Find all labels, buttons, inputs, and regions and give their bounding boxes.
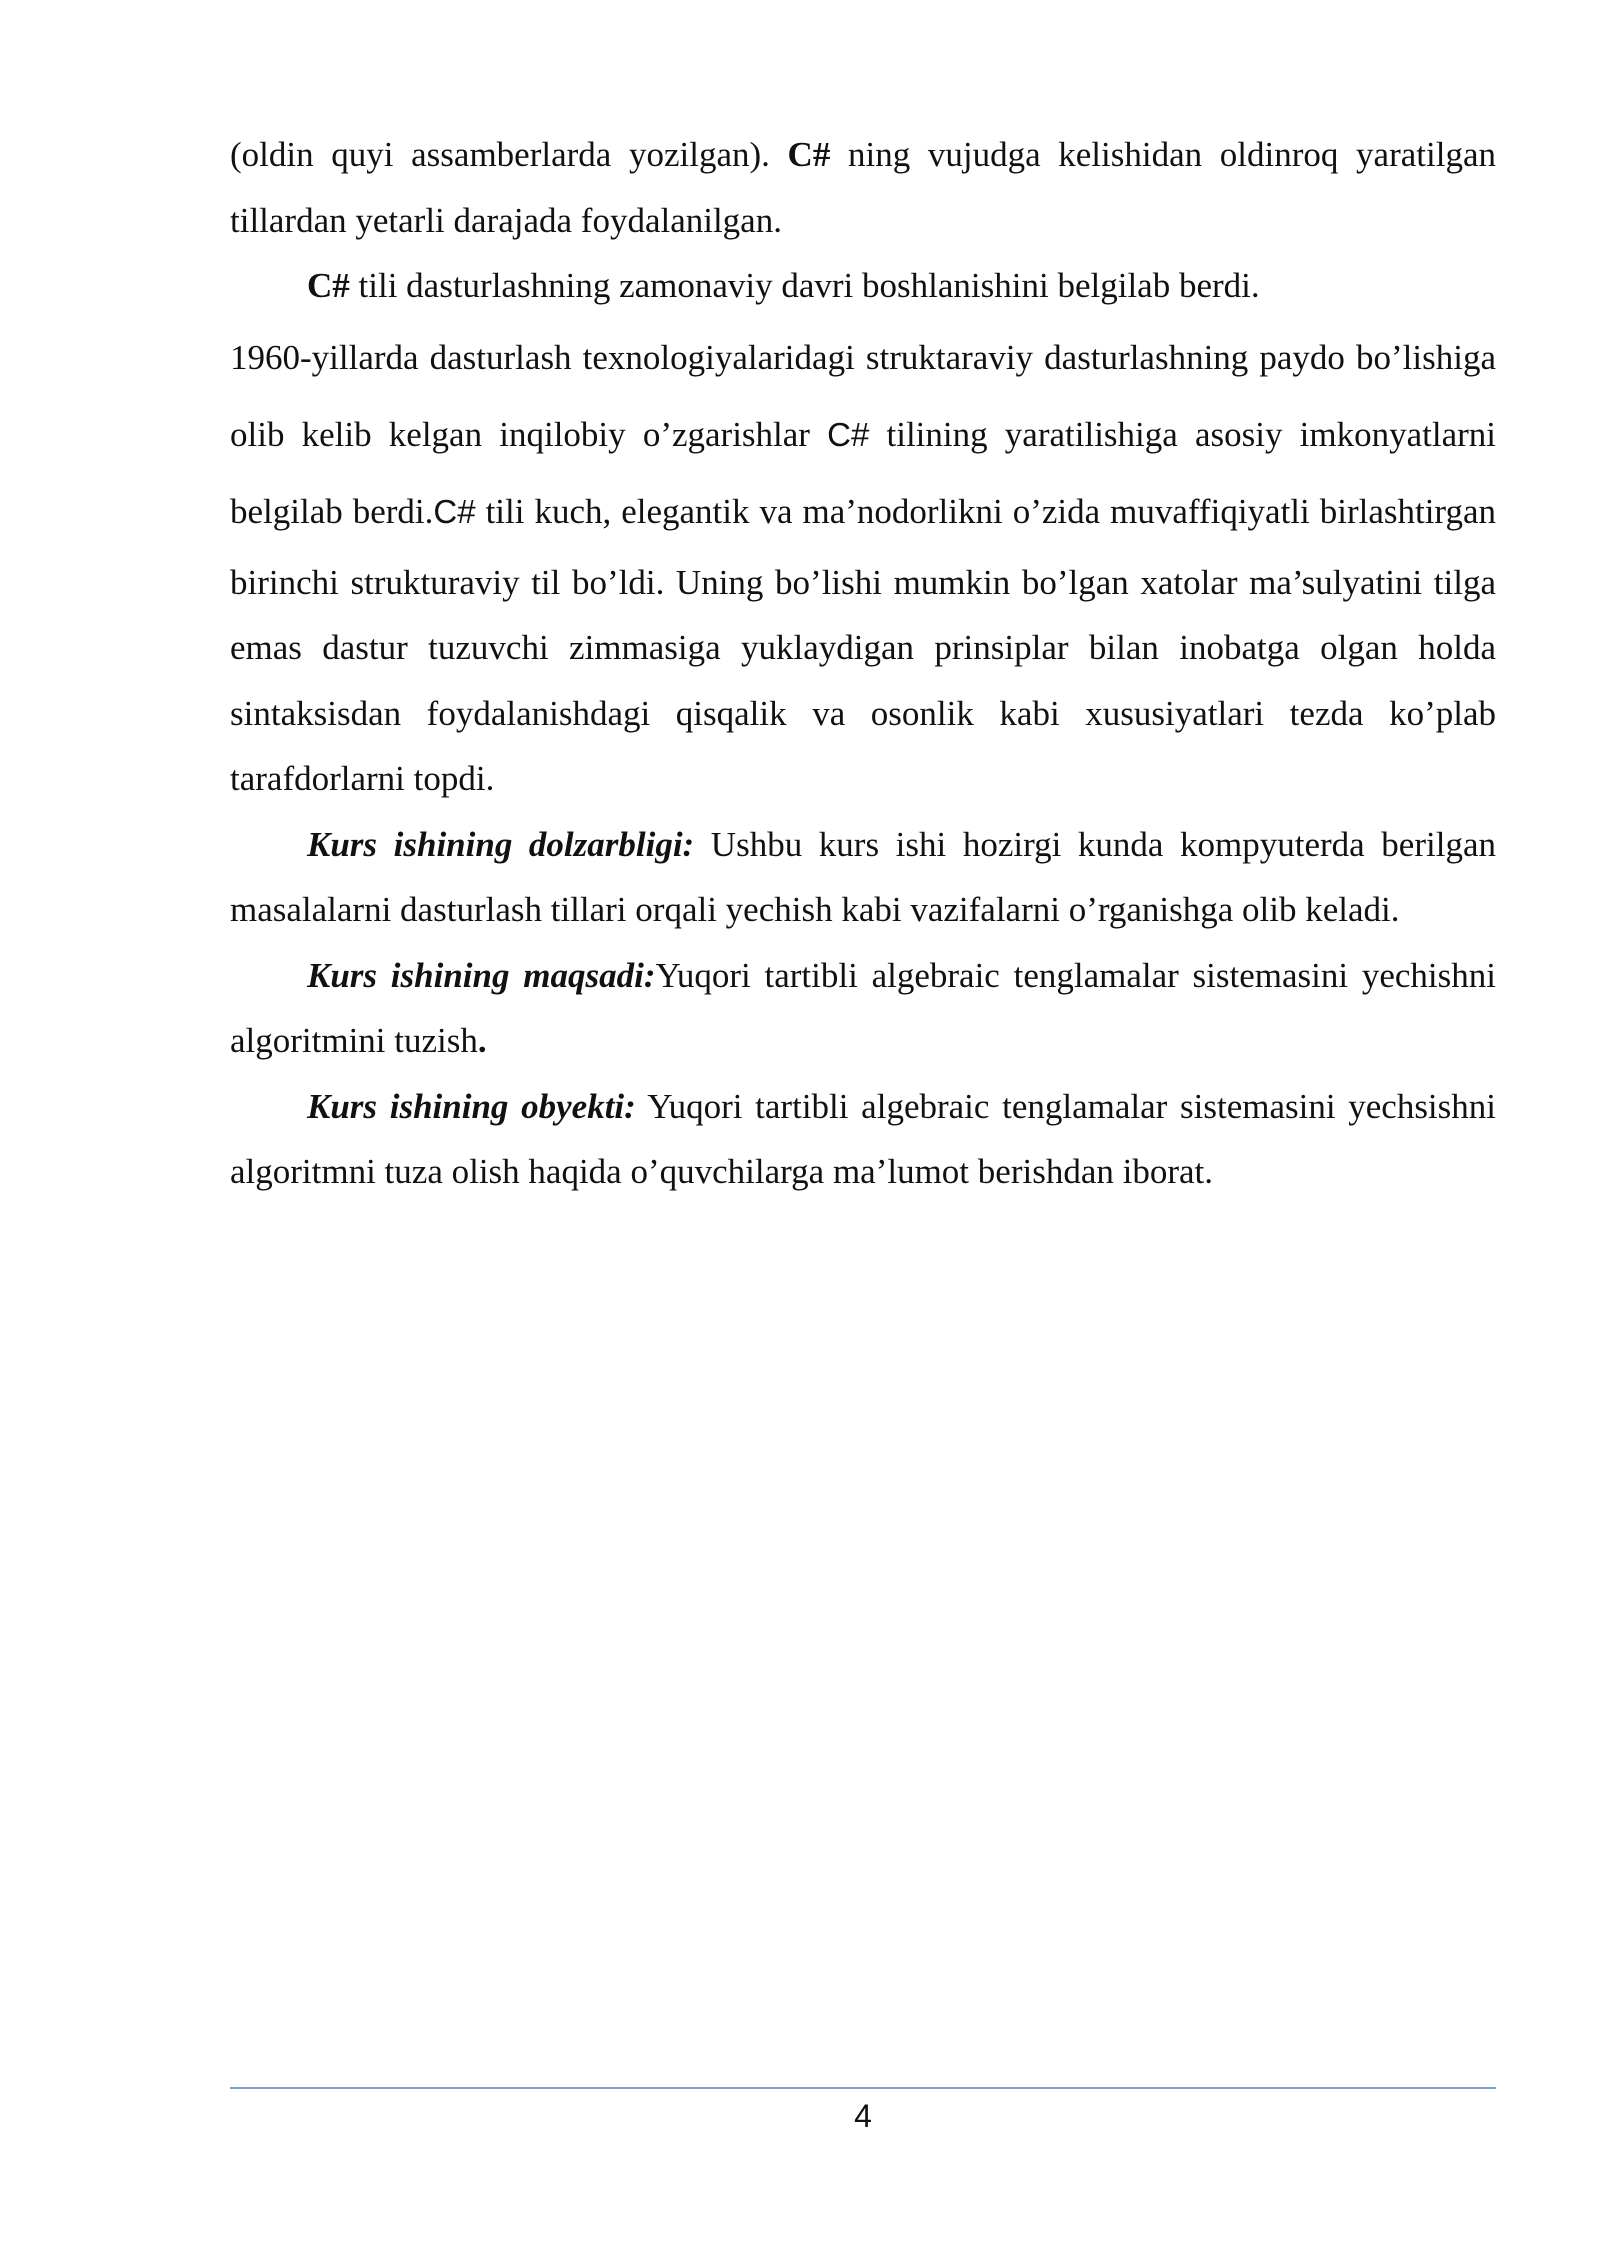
csharp-bold-term: C#	[307, 266, 350, 305]
page-body	[230, 122, 1496, 1205]
csharp-term: C#	[433, 492, 476, 530]
goal-label: Kurs ishining maqsadi:	[307, 955, 656, 995]
footer-divider	[230, 2087, 1496, 2089]
object-label: Kurs ishining obyekti:	[307, 1086, 636, 1126]
csharp-bold-term: C#	[787, 135, 831, 174]
paragraph-modern-era	[230, 253, 1496, 319]
paragraph-text: Yuqori tartibli algebraic tenglamalar sistemasini yechsishni algoritmni tuza olish haqida o’quvchilarga ma’lumot berishdan iborat.	[230, 1086, 1497, 1191]
page-number: 4	[854, 2098, 872, 2134]
paragraph-text: Yuqori tartibli algebraic tenglamalar sistemasini yechishni algoritmini tuzish	[230, 955, 1496, 1060]
paragraph-structured-programming	[230, 319, 1496, 812]
paragraph-relevance	[230, 812, 1496, 943]
csharp-term: C#	[827, 415, 870, 453]
paragraph-text: 1960-yillarda dasturlash texnologiyalaridagi struktaraviy dasturlashning paydo bo’lishiga olib kelib kelgan inqilobiy o’zgarishlar	[230, 337, 1496, 454]
paragraph-text: (oldin quyi assamberlarda yozilgan).	[230, 135, 788, 174]
paragraph-text: Ushbu kurs ishi hozirgi kunda kompyuterda berilgan masalalarni dasturlash tillari orqali yechish kabi vazifalarni o’rganishga olib keladi.	[230, 824, 1496, 929]
bold-period: .	[477, 1021, 487, 1060]
paragraph-text: tilining yaratilishiga asosiy imkonyatlarni belgilab berdi.	[230, 414, 1496, 531]
paragraph-text: tili dasturlashning zamonaviy davri boshlanishini belgilab berdi.	[349, 266, 1260, 305]
paragraph-object	[230, 1074, 1496, 1205]
paragraph-goal	[230, 943, 1496, 1074]
paragraph-text: ning vujudga kelishidan oldinroq yaratilgan tillardan yetarli darajada foydalanilgan.	[230, 135, 1496, 240]
relevance-label: Kurs ishining dolzarbligi:	[307, 824, 695, 864]
paragraph-history-intro	[230, 122, 1496, 253]
paragraph-text: tili kuch, elegantik va ma’nodorlikni o’zida muvaffiqiyatli birlashtirgan birinchi strukturaviy til bo’ldi. Uning bo’lishi mumkin bo’lgan xatolar ma’sulyatini tilga emas dastur tuzuvchi zimmasiga yuklaydigan prinsiplar bilan inobatga olgan holda sintaksisdan foydalanishdagi qisqalik va osonlik kabi xususiyatlari tezda ko’plab tarafdorlarni topdi.	[230, 491, 1496, 798]
